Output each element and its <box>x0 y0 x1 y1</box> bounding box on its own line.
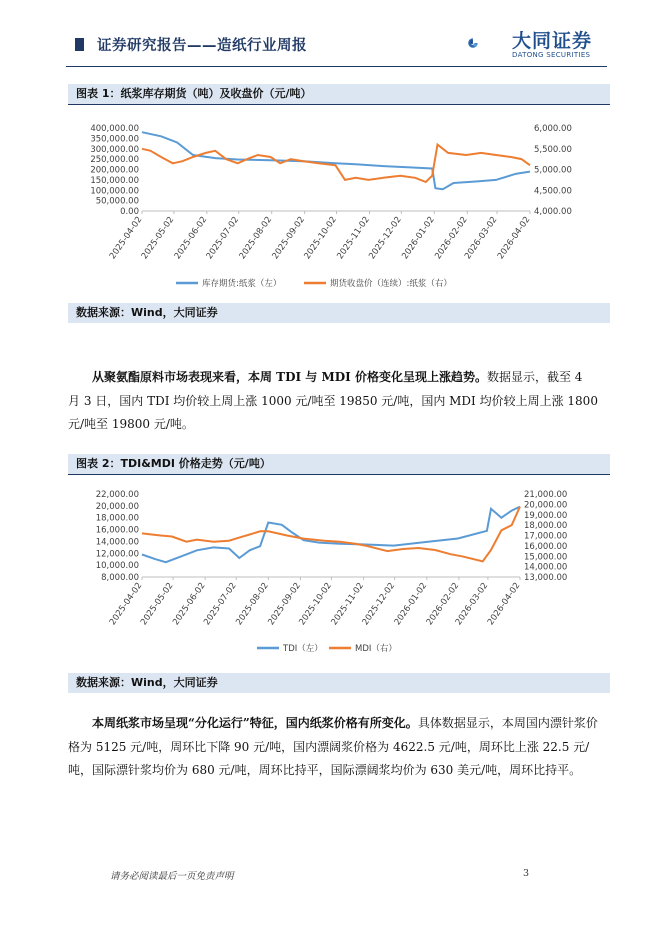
left-axis-tick-label: 10,000.00 <box>95 561 139 572</box>
x-axis-tick-label: 2025-11-02 <box>335 214 372 262</box>
x-axis-tick-label: 2025-05-02 <box>139 214 177 262</box>
x-axis-tick-label: 2026-01-02 <box>400 214 437 262</box>
x-axis-tick-label: 2025-07-02 <box>204 214 242 262</box>
x-axis-tick-label: 2025-09-02 <box>266 580 303 628</box>
figure2-chart <box>68 478 610 666</box>
paragraph1-body: 数据显示，截至 4 月 3 日，国内 TDI 均价较上周上涨 1000 元/吨至 19850 元/吨，国内 MDI 均价较上周上涨 1800 元/吨至 19800 元/吨。 <box>68 370 598 431</box>
x-axis-tick-label: 2025-04-02 <box>107 214 145 262</box>
paragraph-pulp-market <box>68 712 598 783</box>
header-divider <box>66 66 607 67</box>
x-axis-tick-label: 2026-04-02 <box>495 214 533 262</box>
x-axis-tick-label: 2025-08-02 <box>234 580 271 628</box>
left-axis-tick-label: 18,000.00 <box>95 513 139 524</box>
header-square-icon <box>75 38 84 51</box>
figure1-title-divider <box>68 104 610 105</box>
left-axis-tick-label: 400,000.00 <box>90 124 139 134</box>
right-axis-tick-label: 20,000.00 <box>524 500 568 511</box>
paragraph2-lead: 本周纸浆市场呈现“分化运行”特征，国内纸浆价格有所变化。 <box>92 716 418 730</box>
left-axis-tick-label: 8,000.00 <box>101 573 139 583</box>
legend-label: TDI（左） <box>283 644 323 654</box>
x-axis-tick-label: 2025-04-02 <box>107 580 145 628</box>
left-axis-tick-label: 12,000.00 <box>95 549 139 560</box>
brand-name-cn: 大同证券 <box>512 30 593 52</box>
right-axis-tick-label: 16,000.00 <box>524 541 568 552</box>
left-axis-tick-label: 250,000.00 <box>90 155 139 166</box>
right-axis-tick-label: 15,000.00 <box>524 552 568 563</box>
figure1-source: 数据来源：Wind，大同证券 <box>68 303 610 323</box>
header-title: 证券研究报告——造纸行业周报 <box>97 38 307 54</box>
right-axis-tick-label: 4,000.00 <box>534 207 572 217</box>
figure1-title: 图表 1：纸浆库存期货（吨）及收盘价（元/吨） <box>68 84 610 104</box>
legend-label: MDI（右） <box>355 644 397 654</box>
x-axis-tick-label: 2026-04-02 <box>485 580 523 628</box>
x-axis-tick-label: 2026-02-02 <box>424 580 462 628</box>
x-axis-tick-label: 2025-07-02 <box>202 580 239 628</box>
x-axis-tick-label: 2025-10-02 <box>297 580 334 628</box>
right-axis-tick-label: 17,000.00 <box>524 531 568 542</box>
left-axis-tick-label: 50,000.00 <box>95 196 139 207</box>
figure2-title-divider <box>68 474 610 475</box>
x-axis-tick-label: 2025-12-02 <box>360 580 398 628</box>
right-axis-tick-label: 13,000.00 <box>524 573 568 583</box>
right-axis-tick-label: 5,000.00 <box>534 165 572 176</box>
page-number: 3 <box>523 868 530 879</box>
x-axis-tick-label: 2025-10-02 <box>302 214 339 262</box>
x-axis-tick-label: 2025-05-02 <box>138 580 176 628</box>
brand-name-en: DATONG SECURITIES <box>512 51 591 59</box>
left-axis-tick-label: 150,000.00 <box>90 175 139 186</box>
left-axis-tick-label: 16,000.00 <box>95 525 139 536</box>
right-axis-tick-label: 5,500.00 <box>534 144 572 155</box>
right-axis-tick-label: 6,000.00 <box>534 124 572 134</box>
paragraph1-lead: 从聚氨酯原料市场表现来看，本周 TDI 与 MDI 价格变化呈现上涨趋势。 <box>92 370 487 384</box>
right-axis-tick-label: 4,500.00 <box>534 186 572 197</box>
legend-label: 期货收盘价（连续）:纸浆（右） <box>330 279 452 289</box>
x-axis-tick-label: 2026-01-02 <box>392 580 430 628</box>
x-axis-tick-label: 2026-03-02 <box>453 580 491 628</box>
series-line-right <box>142 507 520 562</box>
left-axis-tick-label: 200,000.00 <box>90 165 139 176</box>
chart1-svg <box>68 108 610 298</box>
left-axis-tick-label: 350,000.00 <box>90 134 139 145</box>
right-axis-tick-label: 19,000.00 <box>524 510 568 521</box>
chart2-svg <box>68 478 610 666</box>
left-axis-tick-label: 300,000.00 <box>90 144 139 155</box>
right-axis-tick-label: 14,000.00 <box>524 562 568 573</box>
paragraph-tdi-mdi <box>68 366 598 437</box>
x-axis-tick-label: 2025-12-02 <box>367 214 404 262</box>
x-axis-tick-label: 2025-11-02 <box>329 580 367 628</box>
x-axis-tick-label: 2025-08-02 <box>237 214 275 262</box>
left-axis-tick-label: 22,000.00 <box>95 490 139 500</box>
left-axis-tick-label: 0.00 <box>120 207 139 217</box>
legend-label: 库存期货:纸浆（左） <box>202 279 282 289</box>
x-axis-tick-label: 2025-06-02 <box>171 580 208 628</box>
footer-disclaimer-note: 请务必阅读最后一页免责声明 <box>110 871 234 882</box>
left-axis-tick-label: 14,000.00 <box>95 537 139 548</box>
right-axis-tick-label: 18,000.00 <box>524 521 568 532</box>
left-axis-tick-label: 20,000.00 <box>95 501 139 512</box>
figure2-source: 数据来源：Wind，大同证券 <box>68 673 610 693</box>
paragraph2-body: 具体数据显示，本周国内漂针浆价格为 5125 元/吨，周环比下降 90 元/吨，国内漂阔浆价格为 4622.5 元/吨，周环比上涨 22.5 元/吨，国际漂针浆均价为 680 元/吨，周环比持平，国际漂阔浆均价为 630 美元/吨，周环比持平。 <box>68 716 598 777</box>
right-axis-tick-label: 21,000.00 <box>524 490 568 500</box>
figure2-title: 图表 2：TDI&MDI 价格走势（元/吨） <box>68 454 610 474</box>
x-axis-tick-label: 2025-09-02 <box>270 214 308 262</box>
x-axis-tick-label: 2026-03-02 <box>462 214 500 262</box>
x-axis-tick-label: 2025-06-02 <box>172 214 210 262</box>
figure1-chart <box>68 108 610 298</box>
series-line-left <box>142 507 520 563</box>
x-axis-tick-label: 2026-02-02 <box>433 214 470 262</box>
brand-logo-icon <box>466 24 510 62</box>
left-axis-tick-label: 100,000.00 <box>90 186 139 197</box>
series-line-left <box>142 132 530 189</box>
